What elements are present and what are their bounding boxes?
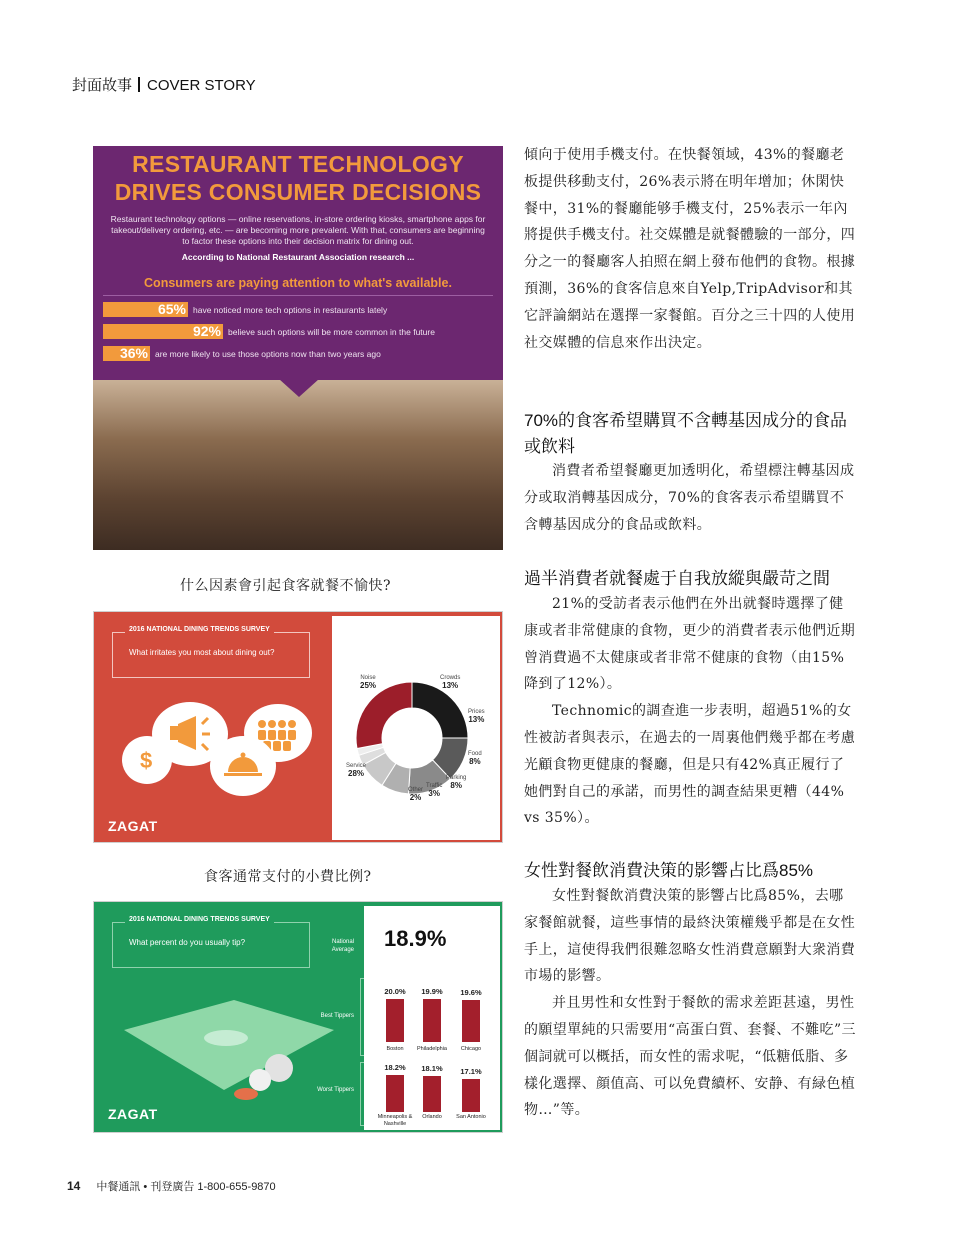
tip-city-label: Orlando <box>422 1114 442 1120</box>
best-tippers-label: Best Tippers <box>320 1013 354 1019</box>
donut-label-noise: Noise 25% <box>360 675 377 690</box>
survey-frame <box>112 626 310 678</box>
tip-city-label: Philadelphia <box>417 1046 447 1052</box>
worst-tippers-label: Worst Tippers <box>317 1087 354 1093</box>
paragraph-technomic: Technomic的調查進一步表明，超過51%的女性被訪者與表示，在過去的一周裏他們幾乎都在考慮光顧食物更健康的餐廳，但是只有42%真正履行了她們對自己的承諾，而男性的調查結果更糟（44% vs 35%）。 <box>524 703 856 827</box>
section-indulgence <box>524 591 856 832</box>
intro-paragraph: 傾向于使用手機支付。在快餐領域，43%的餐廳老板提供移動支付，26%表示將在明年增加；休閑快餐中，31%的餐廳能够手機支付，25%表示一年內將提供手機支付。社交媒體是就餐體驗的一部分，四分之一的餐廳客人拍照在網上發布他們的食物。根據預測，36%的食客信息來自Yelp,TripAdvisor和其它評論網站在選擇一家餐館。百分之三十四的人使用社交媒體的信息來作出決定。 <box>524 147 856 351</box>
dollar-bubble <box>122 736 172 784</box>
donut-label-crowds: Crowds 13% <box>440 675 461 690</box>
survey-question: What irritates you most about dining out? <box>129 648 275 657</box>
infographic-separator <box>103 295 493 296</box>
tip-bar <box>462 1000 480 1042</box>
coin-icon <box>249 1069 271 1091</box>
tip-value-label: 19.6% <box>460 988 482 997</box>
infographic-title <box>93 150 503 206</box>
tip-city-label: Chicago <box>460 1046 482 1052</box>
cloche-icon <box>210 736 276 796</box>
donut-label-parking: Parking 8% <box>446 775 467 790</box>
infographic-purple-panel <box>93 146 503 380</box>
tip-bar <box>423 1076 441 1112</box>
tip-city-label: Minneapolis & Nashville <box>377 1114 413 1127</box>
infographic-according: According to National Restaurant Association research ... <box>181 252 415 262</box>
infographic-consumers: Consumers are paying attention to what's available. <box>144 276 452 290</box>
infographic-title-line2: DRIVES CONSUMER DECISIONS <box>114 179 482 205</box>
tip-value-label: 19.9% <box>421 987 443 996</box>
stat-bar: 92% <box>103 324 223 339</box>
tip-value-label: 17.1% <box>460 1067 482 1076</box>
tip-bar <box>386 1075 404 1112</box>
heading-indulgence: 過半消費者就餐處于自我放縱與嚴苛之間 <box>524 569 830 588</box>
page-footer <box>67 1178 276 1194</box>
diners-with-tablet-photo <box>93 380 503 550</box>
paragraph-health-choices: 21%的受訪者表示他們在外出就餐時選擇了健康或者非常健康的食物，更少的消費者表示他們近期曾消費過不太健康或者非常不健康的食物（由15%降到了12%）。 <box>524 596 856 693</box>
survey-frame <box>112 916 310 968</box>
heading-women: 女性對餐飲消費決策的影響占比爲85% <box>524 861 814 880</box>
infographic-title-line1: RESTAURANT TECHNOLOGY <box>132 151 464 177</box>
paragraph-gender-needs: 并且男性和女性對于餐飲的需求差距甚遠，男性的願望單純的只需要用“高蛋白質、套餐、不難吃”三個詞就可以概括，而女性的需求呢，“低糖低脂、多樣化選擇、顔值高、可以免費續杯、安静、有緑色植物…”等。 <box>524 995 856 1119</box>
article-intro <box>524 142 856 356</box>
tip-bar <box>386 999 404 1042</box>
tip-city-label: San Antonio <box>456 1114 486 1120</box>
donut-label-food: Food 8% <box>468 751 482 766</box>
dollar-icon <box>122 736 172 784</box>
donut-slice-service <box>356 682 412 748</box>
donut-label-traffic: Traffic 3% <box>426 783 443 798</box>
zagat-logo: ZAGAT <box>108 818 158 834</box>
stat-bar: 36% <box>103 346 150 361</box>
donut-label-prices: Prices 13% <box>468 709 485 724</box>
stat-text: believe such options will be more common in the future <box>228 326 435 337</box>
tip-city-label: Boston <box>386 1046 404 1052</box>
section-women <box>524 883 856 1124</box>
tip-bar <box>462 1079 480 1112</box>
survey-question: What percent do you usually tip? <box>129 938 246 947</box>
tip-value-label: 20.0% <box>384 987 406 996</box>
caption-irritates: 什么因素會引起食客就餐不愉快? <box>180 578 392 594</box>
dining-irritations-infographic <box>93 611 503 843</box>
speech-pointer <box>279 379 319 397</box>
header-divider <box>138 77 140 92</box>
paragraph-gmo: 消費者希望餐廳更加透明化，希望標注轉基因成分或取消轉基因成分，70%的食客表示希望購買不含轉基因成分的食品或飲料。 <box>524 463 855 533</box>
zagat-logo: ZAGAT <box>108 1106 158 1122</box>
stat-bar: 65% <box>103 302 188 317</box>
tip-value-label: 18.2% <box>384 1063 406 1072</box>
restaurant-technology-infographic <box>93 146 503 550</box>
stat-text: have noticed more tech options in restaurants lately <box>193 304 388 315</box>
tip-value-label: 18.1% <box>421 1064 443 1073</box>
donut-panel <box>332 616 500 840</box>
service-bubble <box>210 736 276 796</box>
page-number: 14 <box>67 1179 81 1193</box>
stat-row <box>103 302 387 317</box>
coin-icon <box>234 1088 258 1100</box>
section-gmo <box>524 458 856 538</box>
page-header <box>72 74 256 95</box>
footer-text: 中餐通訊 • 刊登廣告 1-800-655-9870 <box>96 1181 276 1193</box>
donut-label-service: Service 28% <box>346 763 367 778</box>
infographic-intro: Restaurant technology options — online reservations, in-store ordering kiosks, smartphone apps for takeout/delivery ordering, etc. — are becoming more prevalent. With that, consumers are beginning to factor these options into their decision matrix for dining out. <box>110 214 486 246</box>
heading-gmo: 70%的食客希望購買不含轉基因成分的食品或飲料 <box>524 411 848 456</box>
stat-row <box>103 324 435 339</box>
tip-bar <box>423 999 441 1042</box>
survey-title: 2016 NATIONAL DINING TRENDS SURVEY <box>125 916 274 923</box>
svg-text:$: $ <box>140 748 153 773</box>
tipping-infographic <box>93 901 503 1133</box>
national-average-label: National Average <box>331 939 354 953</box>
section-label-cn: 封面故事 <box>72 77 133 94</box>
donut-label-other: Other 2% <box>408 787 424 802</box>
irritations-donut-chart <box>332 616 500 840</box>
donut-slice-noise <box>412 682 468 738</box>
survey-title: 2016 NATIONAL DINING TRENDS SURVEY <box>125 626 274 633</box>
national-average-value: 18.9% <box>384 926 447 951</box>
paragraph-women-influence: 女性對餐飲消費決策的影響占比爲85%，去哪家餐館就餐，這些事情的最終決策權幾乎都是在女性手上，這使得我們很難忽略女性消費意願對大衆消費市場的影響。 <box>524 888 856 985</box>
stat-text: are more likely to use those options now than two years ago <box>155 348 381 359</box>
caption-tip: 食客通常支付的小費比例? <box>204 869 372 885</box>
stat-row <box>103 346 381 361</box>
section-label-en: COVER STORY <box>147 77 256 94</box>
